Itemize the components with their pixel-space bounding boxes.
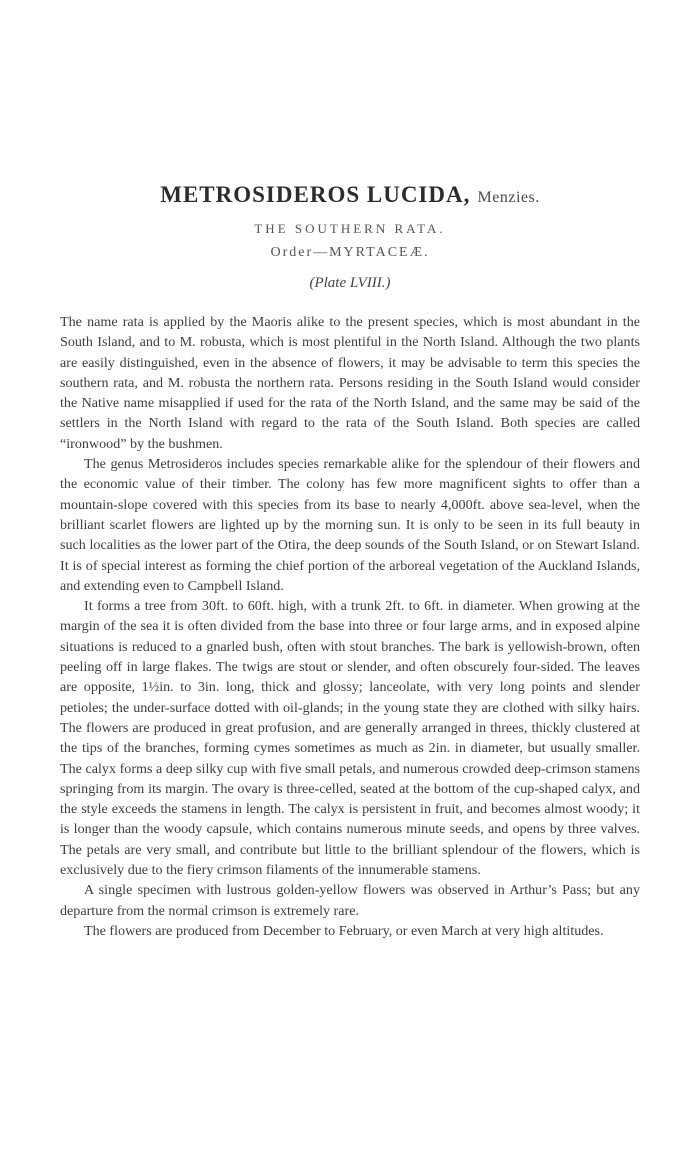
paragraph-1: The name rata is applied by the Maoris alike to the present species, which is most abundant in the South Island, and to M. robusta, which is most plentiful in the North Island. Although the two plants are easily distinguished, even in the absence of flowers, it may be advisable to term this species the southern rata, and M. robusta the northern rata. Persons residing in the South Island would consider the Native name misapplied if used for the rata of the North Island, and the same may be said of the settlers in the North Island with regard to the rata of the South Island. Both species are called “ironwood” by the bushmen. [60,314,640,452]
paragraph-4: A single specimen with lustrous golden-yellow flowers was observed in Arthur’s Pass; but any departure from the normal crimson is extremely rare. [60,882,640,919]
title-line [60,180,640,213]
paragraph-2: The genus Metrosideros includes species remarkable alike for the splendour of their flowers and the economic value of their timber. The colony has few more magnificent sights to offer than a mountain-slope covered with this species from its base to nearly 4,000ft. above sea-level, when the brilliant scarlet flowers are lighted up by the morning sun. It is only to be seen in its full beauty in such localities as the lower part of the Otira, the deep sounds of the South Island, or on Stewart Island. It is of special interest as forming the chief portion of the arboreal vegetation of the Auckland Islands, and extending even to Campbell Island. [60,456,640,594]
order-line: Order—MYRTACEÆ. [270,245,430,260]
paragraph-3: It forms a tree from 30ft. to 60ft. high, with a trunk 2ft. to 6ft. in diameter. When growing at the margin of the sea it is often divided from the base into three or four large arms, and in exposed alpine situations is reduced to a gnarled bush, often with stout branches. The bark is yellowish-brown, often peeling off in large flakes. The twigs are stout or slender, and often obscurely four-sided. The leaves are opposite, 1½in. to 3in. long, thick and glossy; lanceolate, with very long points and slender petioles; the under-surface dotted with oil-glands; in the young state they are clothed with silky hairs. The flowers are produced in great profusion, and are generally arranged in threes, thickly clustered at the tips of the branches, forming cymes sometimes as much as 2in. in diameter, but usually smaller. The calyx forms a deep silky cup with five small petals, and numerous crowded deep-crimson stamens springing from its margin. The ovary is three-celled, seated at the bottom of the cup-shaped calyx, and the style exceeds the stamens in length. The calyx is persistent in fruit, and becomes almost woody; it is longer than the woody capsule, which contains numerous minute seeds, and opens by three valves. The petals are very small, and contribute but little to the brilliant splendour of the flowers, which is exclusively due to the fiery crimson filaments of the innumerable stamens. [60,598,640,879]
species-author: Menzies. [477,189,540,206]
common-name: THE SOUTHERN RATA. [254,221,446,236]
plate-reference: (Plate LVIII.) [309,275,391,291]
paragraph-5: The flowers are produced from December to February, or even March at very high altitudes. [84,922,604,939]
species-title: METROSIDEROS LUCIDA, [160,182,471,207]
page [60,180,640,941]
